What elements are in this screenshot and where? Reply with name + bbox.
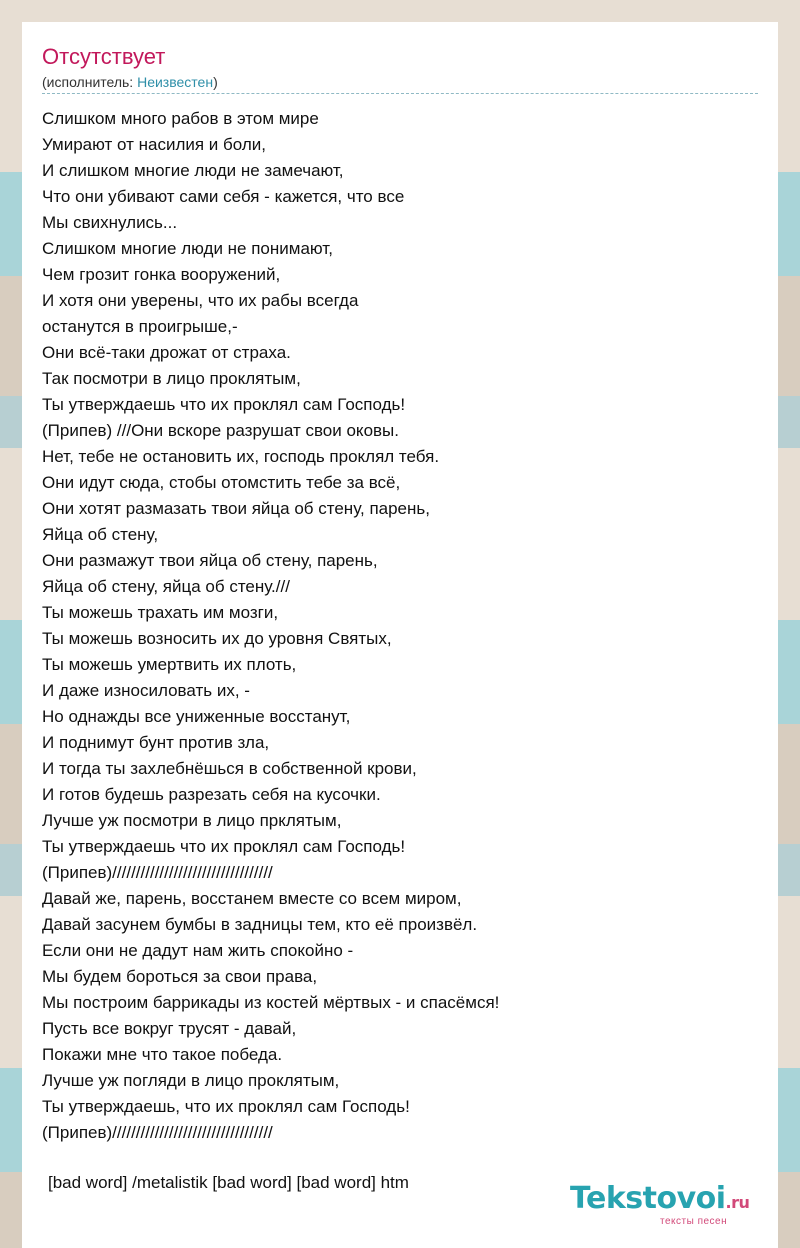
dashed-divider xyxy=(42,93,758,94)
lyric-line: Ты можешь умертвить их плоть, xyxy=(42,655,297,674)
lyric-line: Так посмотри в лицо проклятым, xyxy=(42,369,301,388)
lyric-line: Но однажды все униженные восстанут, xyxy=(42,707,351,726)
lyric-line: Лучше уж посмотри в лицо прклятым, xyxy=(42,811,342,830)
lyrics-body xyxy=(42,106,762,1146)
song-title: Отсутствует xyxy=(42,44,166,69)
lyric-line: Мы свихнулись... xyxy=(42,213,178,232)
lyric-line: И тогда ты захлебнёшься в собственной крови, xyxy=(42,759,417,778)
lyric-line: Слишком многие люди не понимают, xyxy=(42,239,333,258)
logo-tld: .ru xyxy=(725,1193,750,1212)
lyric-line: Ты утверждаешь что их проклял сам Господь! xyxy=(42,395,406,414)
logo-tagline: тексты песен xyxy=(660,1216,728,1227)
lyric-line: Покажи мне что такое победа. xyxy=(42,1045,283,1064)
lyric-line: Яйца об стену, яйца об стену./// xyxy=(42,577,290,596)
artist-prefix: (исполнитель: xyxy=(42,74,138,90)
lyric-line: Ты можешь возносить их до уровня Святых, xyxy=(42,629,392,648)
lyric-line: Ты утверждаешь что их проклял сам Господь! xyxy=(42,837,406,856)
lyric-line: (Припев)////////////////////////////////// xyxy=(42,1123,273,1142)
logo-name: Tekstovoi xyxy=(570,1181,726,1216)
artist-meta xyxy=(42,74,218,90)
lyric-line: Они хотят размазать твои яйца об стену, парень, xyxy=(42,499,430,518)
lyric-line: Пусть все вокруг трусят - давай, xyxy=(42,1019,297,1038)
lyric-line: Яйца об стену, xyxy=(42,525,159,544)
lyrics-card xyxy=(22,22,778,1248)
lyric-line: (Припев)////////////////////////////////// xyxy=(42,863,273,882)
lyric-line: Они идут сюда, стобы отомстить тебе за всё, xyxy=(42,473,401,492)
lyric-line: И слишком многие люди не замечают, xyxy=(42,161,344,180)
lyric-line: Лучше уж погляди в лицо проклятым, xyxy=(42,1071,340,1090)
lyric-line: Нет, тебе не остановить их, господь проклял тебя. xyxy=(42,447,440,466)
lyric-line: Чем грозит гонка вооружений, xyxy=(42,265,281,284)
lyric-line: И даже износиловать их, - xyxy=(42,681,250,700)
logo-wordmark xyxy=(570,1182,780,1220)
lyric-line: Ты утверждаешь, что их проклял сам Господь! xyxy=(42,1097,410,1116)
lyric-line: И поднимут бунт против зла, xyxy=(42,733,270,752)
site-logo[interactable] xyxy=(570,1182,780,1234)
artist-suffix: ) xyxy=(213,74,218,90)
lyric-line: Что они убивают сами себя - кажется, что все xyxy=(42,187,405,206)
lyric-line: (Припев) ///Они вскоре разрушат свои оковы. xyxy=(42,421,399,440)
lyric-line: Мы будем бороться за свои права, xyxy=(42,967,318,986)
lyric-line: Давай же, парень, восстанем вместе со всем миром, xyxy=(42,889,462,908)
lyric-line: Мы построим баррикады из костей мёртвых - и спасёмся! xyxy=(42,993,500,1012)
lyric-line: Если они не дадут нам жить спокойно - xyxy=(42,941,354,960)
lyric-line: Слишком много рабов в этом мире xyxy=(42,109,319,128)
lyric-line: И хотя они уверены, что их рабы всегда xyxy=(42,291,359,310)
lyric-line: останутся в проигрыше,- xyxy=(42,317,238,336)
lyric-line: Ты можешь трахать им мозги, xyxy=(42,603,279,622)
lyric-line: И готов будешь разрезать себя на кусочки. xyxy=(42,785,381,804)
lyric-line: Они всё-таки дрожат от страха. xyxy=(42,343,291,362)
source-footer: [bad word] /metalistik [bad word] [bad word] htm xyxy=(48,1173,409,1192)
lyric-line: Давай засунем бумбы в задницы тем, кто её произвёл. xyxy=(42,915,478,934)
artist-link[interactable]: Неизвестен xyxy=(137,74,214,90)
lyric-line: Они размажут твои яйца об стену, парень, xyxy=(42,551,378,570)
lyric-line: Умирают от насилия и боли, xyxy=(42,135,266,154)
